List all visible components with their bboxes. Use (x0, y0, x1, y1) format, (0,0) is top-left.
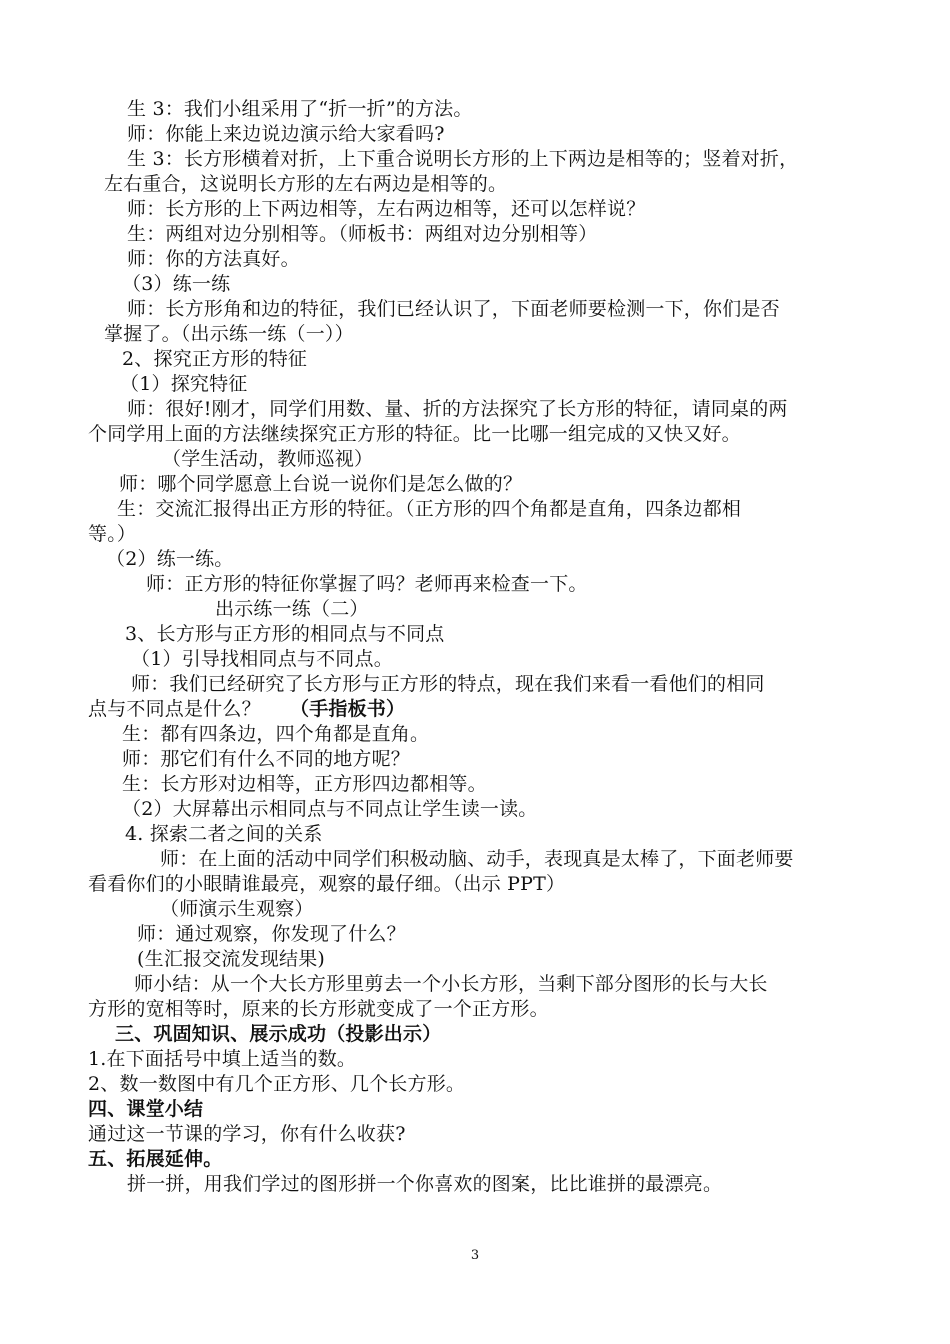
text-line: 师小结：从一个大长方形里剪去一个小长方形，当剩下部分图形的长与大长 (134, 973, 768, 995)
text-line: 生：都有四条边，四个角都是直角。 (122, 723, 430, 745)
text-line: 3、长方形与正方形的相同点与不同点 (125, 623, 445, 645)
text-line: 师：你的方法真好。 (127, 248, 300, 270)
text-line: 师：你能上来边说边演示给大家看吗? (127, 123, 445, 145)
text-line: 1.在下面括号中填上适当的数。 (88, 1048, 357, 1070)
text-line: 师：通过观察，你发现了什么？ (137, 923, 406, 945)
text-line: 生 3：长方形横着对折，上下重合说明长方形的上下两边是相等的；竖着对折， (127, 148, 799, 170)
text-line: （2）大屏幕出示相同点与不同点让学生读一读。 (122, 798, 538, 820)
text-line: 通过这一节课的学习，你有什么收获? (88, 1123, 406, 1145)
text-line: 左右重合，这说明长方形的左右两边是相等的。 (104, 173, 508, 195)
text-line: 生 3：我们小组采用了“折一折”的方法。 (127, 98, 473, 120)
text-line: 拼一拼，用我们学过的图形拼一个你喜欢的图案，比比谁拼的最漂亮。 (127, 1173, 723, 1195)
text-line: 师：在上面的活动中同学们积极动脑、动手，表现真是太棒了，下面老师要 (160, 848, 794, 870)
text-line: 师：那它们有什么不同的地方呢？ (122, 748, 411, 770)
text-line: 2、探究正方形的特征 (122, 348, 308, 370)
text-line: 点与不同点是什么？ (88, 698, 261, 720)
section-heading: 四、课堂小结 (88, 1098, 204, 1120)
section-heading: 五、拓展延伸。 (88, 1148, 223, 1170)
text-line: 方形的宽相等时，原来的长方形就变成了一个正方形。 (88, 998, 549, 1020)
text-line: （2）练一练。 (106, 548, 234, 570)
text-line: (生汇报交流发现结果) (137, 948, 326, 970)
text-line: 等。） (88, 523, 137, 545)
text-line: 师：很好!刚才，同学们用数、量、折的方法探究了长方形的特征，请同桌的两 (127, 398, 788, 420)
text-line: 生：交流汇报得出正方形的特征。（正方形的四个角都是直角，四条边都相 (117, 498, 742, 520)
text-line: 2、数一数图中有几个正方形、几个长方形。 (88, 1073, 466, 1095)
page-number: 3 (470, 1248, 480, 1263)
text-line: 看看你们的小眼睛谁最亮，观察的最仔细。（出示 PPT） (88, 873, 566, 895)
text-line: 师：长方形角和边的特征，我们已经认识了，下面老师要检测一下，你们是否 (127, 298, 780, 320)
section-heading: 三、巩固知识、展示成功（投影出示） (115, 1023, 442, 1045)
text-line: 师：长方形的上下两边相等，左右两边相等，还可以怎样说？ (127, 198, 646, 220)
text-line: 个同学用上面的方法继续探究正方形的特征。比一比哪一组完成的又快又好。 (88, 423, 741, 445)
text-line: 出示练一练（二） (215, 598, 369, 620)
text-line: 掌握了。（出示练一练（一）） (104, 323, 354, 345)
text-line: （1）引导找相同点与不同点。 (131, 648, 393, 670)
text-line: 4. 探索二者之间的关系 (125, 823, 323, 845)
text-line: 师：正方形的特征你掌握了吗？老师再来检查一下。 (146, 573, 588, 595)
text-line: （3）练一练 (122, 273, 231, 295)
text-line: 生：长方形对边相等，正方形四边都相等。 (122, 773, 487, 795)
text-line: 师：我们已经研究了长方形与正方形的特点，现在我们来看一看他们的相同 (131, 673, 765, 695)
text-line: 生：两组对边分别相等。（师板书：两组对边分别相等） (127, 223, 598, 245)
text-line: （学生活动，教师巡视） (162, 448, 374, 470)
text-line: （师演示生观察） (160, 898, 314, 920)
text-line-bold: （手指板书） (290, 698, 406, 720)
text-line: 师：哪个同学愿意上台说一说你们是怎么做的？ (119, 473, 523, 495)
text-line: （1）探究特征 (120, 373, 248, 395)
